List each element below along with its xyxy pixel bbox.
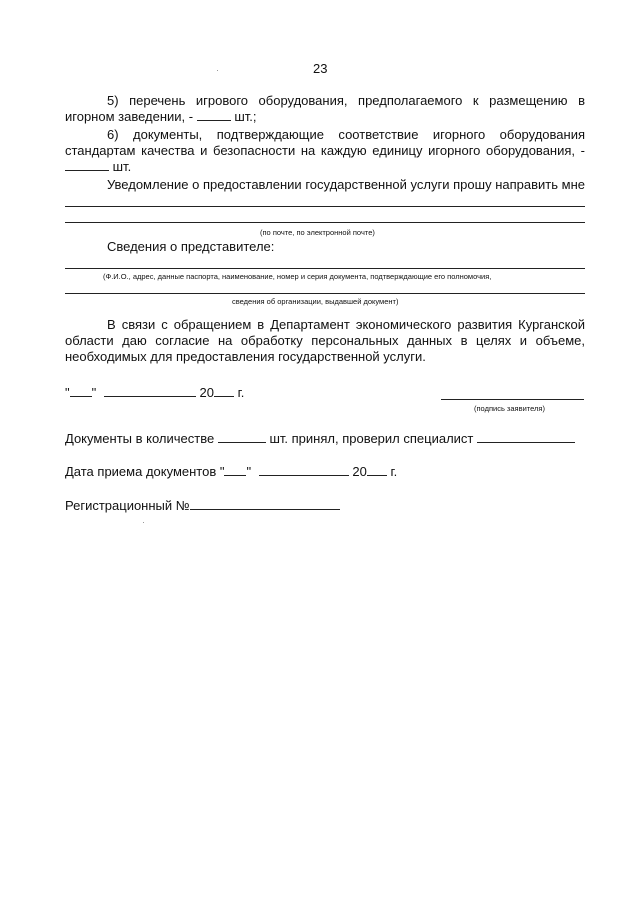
item5-line1: 5) перечень игрового оборудования, предполагаемого к размещению в [107,93,585,108]
receipt-day-blank [224,464,246,476]
year-suffix: г. [237,385,245,400]
consent-line1: В связи с обращением в Департамент экономического развития Курганской [107,317,585,332]
page-number: 23 [313,61,328,76]
year-prefix: 20 [199,385,214,400]
acceptance-text-a: Документы в количестве [65,431,215,446]
specialist-blank [477,431,575,443]
scan-speck [217,70,218,71]
item6-line1: 6) документы, подтверждающие соответствие игорного оборудования [107,127,585,142]
receipt-date-label: Дата приема документов [65,464,217,479]
receipt-date-line [65,464,397,480]
registration-number-blank [190,498,340,510]
receipt-year-suffix: г. [390,464,398,479]
item6-line3 [65,159,131,175]
receipt-month-blank [259,464,349,476]
receipt-quote-open: " [219,464,225,479]
item5-text: игорном заведении, - [65,109,194,124]
receipt-quote-close: " [246,464,252,479]
representative-line-1 [65,268,585,269]
receipt-year-prefix: 20 [352,464,367,479]
documents-count-blank [218,431,266,443]
representative-line-2 [65,293,585,294]
item5-unit: шт.; [234,109,257,124]
item6-line2: стандартам качества и безопасности на каждую единицу игорного оборудования, - [65,143,585,158]
date-quote-close: " [91,385,97,400]
registration-line [65,498,340,514]
representative-caption-1: (Ф.И.О., адрес, данные паспорта, наименование, номер и серия документа, подтверждающие его полномочия, [103,272,492,281]
registration-label: Регистрационный № [65,498,190,513]
year-blank [214,385,234,397]
signature-line [441,399,584,400]
consent-line3: необходимых для предоставления государственной услуги. [65,349,426,364]
representative-heading: Сведения о представителе: [107,239,275,254]
item6-count-blank [65,159,109,171]
notification-line-2 [65,222,585,223]
notification-line-1 [65,206,585,207]
scan-speck [143,522,144,523]
day-blank [70,385,92,397]
signature-caption: (подпись заявителя) [474,404,545,413]
item5-count-blank [197,109,231,121]
representative-caption-2: сведения об организации, выдавшей документ) [232,297,399,306]
acceptance-line [65,431,575,447]
date-quote-open: " [65,385,70,400]
item5-line2 [65,109,257,125]
receipt-year-blank [367,464,387,476]
consent-line2: области даю согласие на обработку персональных данных в целях и объеме, [65,333,585,348]
item6-unit: шт. [112,159,132,174]
notification-text: Уведомление о предоставлении государственной услуги прошу направить мне [107,177,585,192]
notification-caption: (по почте, по электронной почте) [260,228,375,237]
month-blank [104,385,196,397]
acceptance-text-b: шт. принял, проверил специалист [269,431,474,446]
application-date [65,385,244,401]
